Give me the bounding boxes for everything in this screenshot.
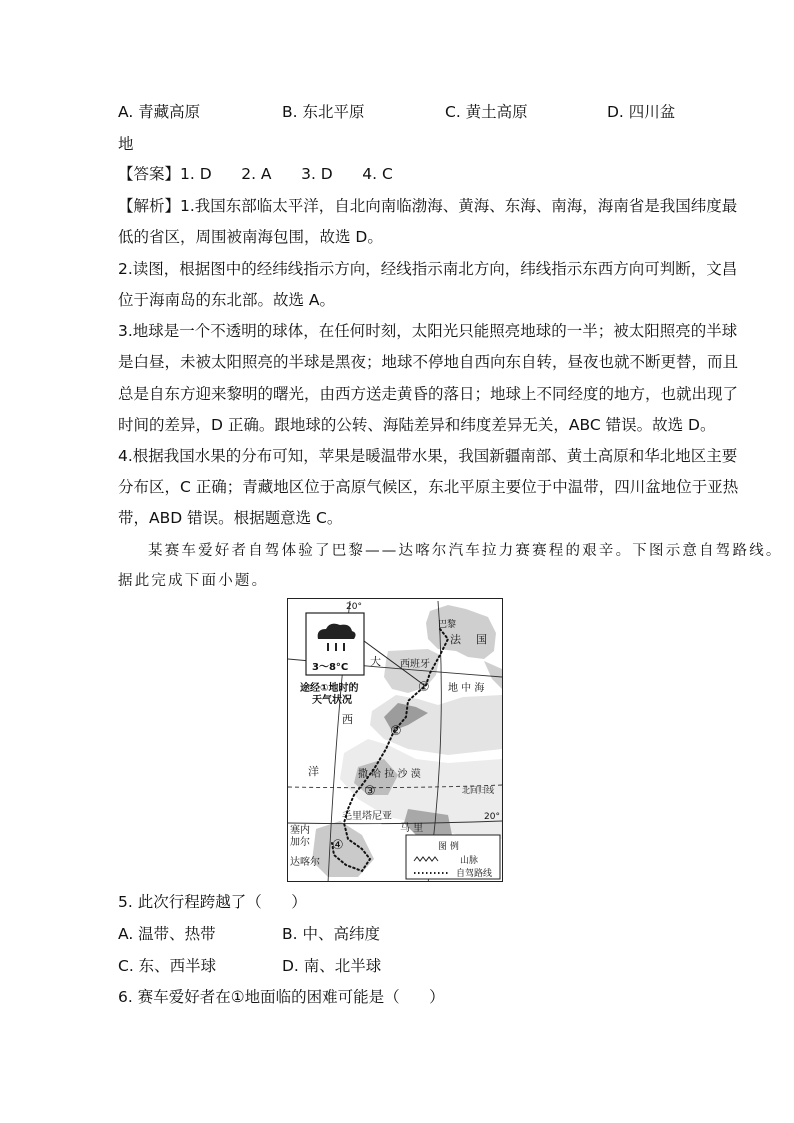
q5-option-b: B. 中、高纬度 <box>282 925 380 943</box>
analysis-line: 2.读图，根据图中的经纬线指示方向，经线指示南北方向，纬线指示东西方向可判断，文昌 <box>118 260 738 278</box>
analysis-line: 分布区，C 正确；青藏地区位于高原气候区，东北平原主要位于中温带，四川盆地位于亚热 <box>118 478 739 496</box>
lat-label: 20° <box>484 812 500 822</box>
analysis-line: 3.地球是一个不透明的球体，在任何时刻，太阳光只能照亮地球的一半；被太阳照亮的半球 <box>118 322 738 340</box>
ocean-label: 西 <box>342 713 353 726</box>
spain-label: 西班牙 <box>400 659 430 670</box>
country-label: 塞内 <box>290 825 310 836</box>
q5-option-d: D. 南、北半球 <box>282 957 382 975</box>
analysis-line: 总是自东方迎来黎明的曙光，由西方送走黄昏的落日；地球上不同经度的地方，也就出现了 <box>118 385 739 403</box>
analysis-line: 时间的差异，D 正确。跟地球的公转、海陆差异和纬度差异无关，ABC 错误。故选 D。 <box>118 416 716 434</box>
legend-title: 图 例 <box>438 842 459 852</box>
analysis-line: 带，ABD 错误。根据题意选 C。 <box>118 509 343 527</box>
desert-label: 撒 哈 拉 沙 漠 <box>358 769 421 780</box>
point-marker: ① <box>418 680 430 695</box>
rally-route-map <box>287 598 503 882</box>
material-intro: 据此完成下面小题。 <box>118 573 269 589</box>
legend-route-label: 自驾路线 <box>456 869 493 879</box>
q5-option-a: A. 温带、热带 <box>118 925 216 943</box>
weather-temp: 3～8°C <box>312 662 349 673</box>
analysis-line: 【解析】1.我国东部临太平洋，自北向南临渤海、黄海、东海、南海，海南省是我国纬度最 <box>118 197 738 215</box>
map-graphic <box>288 599 503 882</box>
analysis-line: 是白昼，未被太阳照亮的半球是黑夜；地球不停地自西向东自转，昼夜也就不断更替，而且 <box>118 353 739 371</box>
italy-land <box>484 661 502 689</box>
sea-label: 地 中 海 <box>448 683 485 694</box>
weather-caption: 途经①地时的 <box>300 683 359 694</box>
option-c: C. 黄土高原 <box>445 103 528 121</box>
analysis-line: 4.根据我国水果的分布可知，苹果是暖温带水果，我国新疆南部、黄土高原和华北地区主要 <box>118 447 738 465</box>
option-b: B. 东北平原 <box>282 103 365 121</box>
france-label: 法 <box>450 633 461 646</box>
analysis-line: 低的省区，周围被南海包围，故选 D。 <box>118 228 383 246</box>
option-d-continued: 地 <box>118 135 134 153</box>
point-marker: ② <box>390 724 402 739</box>
country-label: 毛里塔尼亚 <box>342 811 392 822</box>
legend-mountain-label: 山脉 <box>460 856 479 866</box>
city-label: 达喀尔 <box>290 857 320 868</box>
country-label: 马 里 <box>400 823 424 834</box>
ocean-label: 大 <box>370 655 381 668</box>
weather-caption: 天气状况 <box>312 695 352 706</box>
tropic-label: 北回归线 <box>462 786 494 795</box>
q5-option-c: C. 东、西半球 <box>118 957 217 975</box>
point-marker: ④ <box>332 838 344 853</box>
ocean-label: 洋 <box>308 765 319 778</box>
paris-label: 巴黎 <box>438 620 457 630</box>
question-6-stem: 6. 赛车爱好者在①地面临的困难可能是（ ） <box>118 988 445 1006</box>
answer-line: 【答案】1. D 2. A 3. D 4. C <box>118 165 393 183</box>
option-d: D. 四川盆 <box>607 103 676 121</box>
france-label: 国 <box>476 633 487 646</box>
france-land <box>426 605 496 659</box>
analysis-line: 位于海南岛的东北部。故选 A。 <box>118 291 336 309</box>
lat-label: 20° <box>346 602 362 612</box>
point-marker: ③ <box>364 784 376 799</box>
option-a: A. 青藏高原 <box>118 103 201 121</box>
material-intro: 某赛车爱好者自驾体验了巴黎——达喀尔汽车拉力赛赛程的艰辛。下图示意自驾路线。 <box>148 543 783 559</box>
question-5-stem: 5. 此次行程跨越了（ ） <box>118 893 307 911</box>
country-label: 加尔 <box>290 837 310 848</box>
